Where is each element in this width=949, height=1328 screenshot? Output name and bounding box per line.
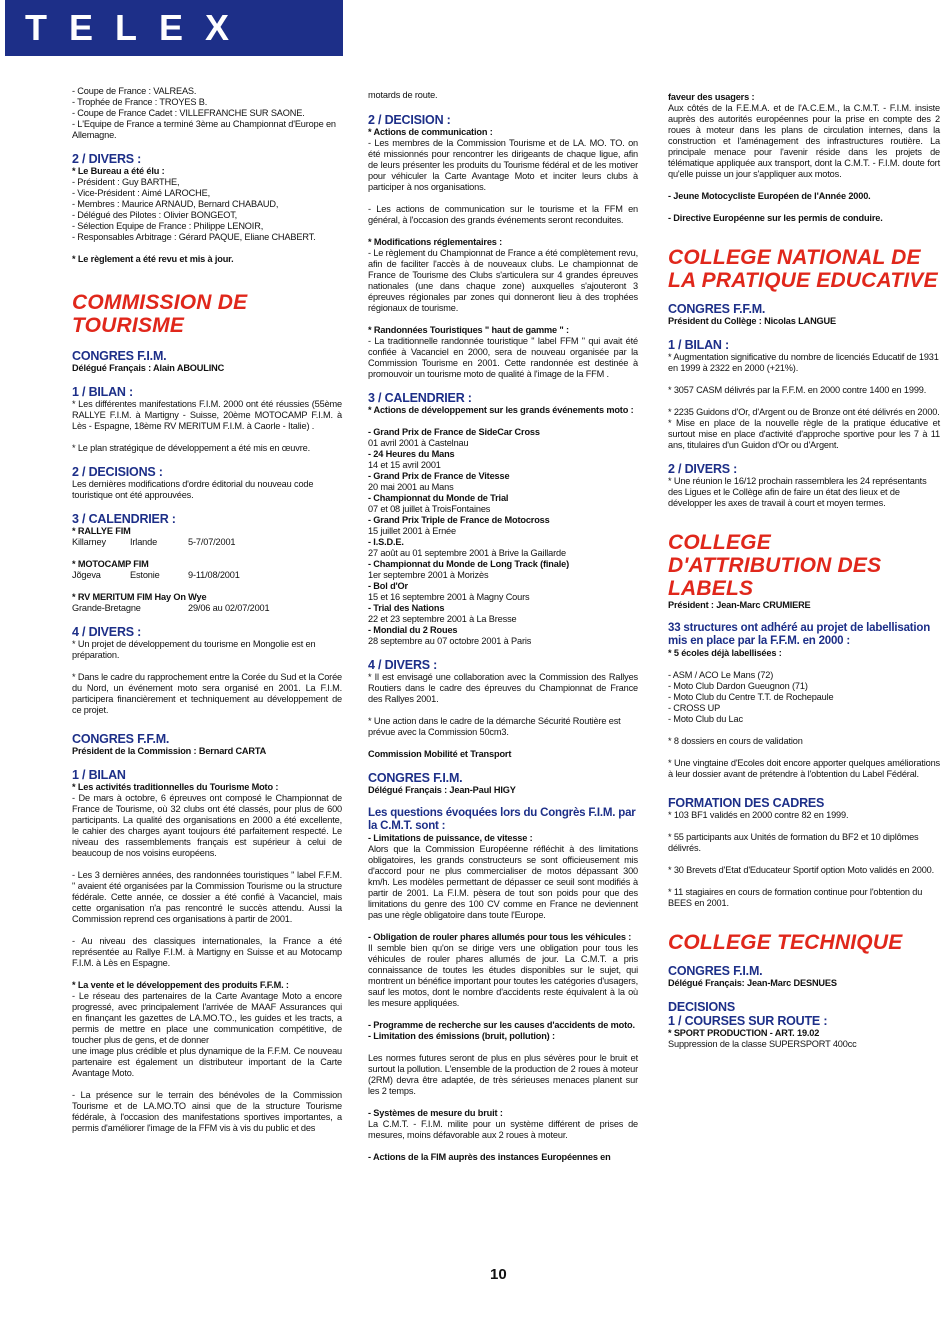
systemes-text: La C.M.T. - F.I.M. milite pour un système différent de prises de mesures, moins défavorable aux 2 roues à moteur. [368,1119,638,1140]
congres-fim-heading-2: CONGRES F.I.M. [368,771,463,785]
event-name: - Bol d'Or [368,581,408,591]
bureau-label: * Le Bureau a été élu : [72,166,165,176]
motocamp-label: * MOTOCAMP FIM [72,559,149,569]
bilan-heading: 1 / BILAN : [72,385,133,399]
formation-text-4: * 11 stagiaires en cours de formation continue pour l'obtention du BEES en 2001. [668,887,923,908]
presence-text: - La présence sur le terrain des bénévoles de la Commission Tourisme et de LA.MO.TO ainsi que de la structure Tourisme fédérale, à l'occasion des manifestations sportives importantes, a permis d'améliorer l'image de la FFM vis à vis du public et des [72,1090,342,1133]
event-info: 28 septembre au 07 octobre 2001 à Paris [368,636,532,646]
event-info: 15 juillet 2001 à Ernée [368,526,456,536]
president-college-label: Président du Collège : Nicolas LANGUE [668,316,837,326]
event-info: 22 et 23 septembre 2001 à La Bresse [368,614,517,624]
divers-heading: 2 / DIVERS : [72,152,142,166]
bilan-heading-3: 1 / BILAN : [668,338,729,352]
formation-heading: FORMATION DES CADRES [668,796,825,810]
delegue-label-3: Délégué Français: Jean-Marc DESNUES [668,978,837,988]
directive-label: - Directive Européenne sur les permis de conduire. [668,213,883,223]
programme-label: - Programme de recherche sur les causes d'accidents de moto. - Limitation des émissions (bruit, pollution) : [368,1020,635,1041]
bilan-text-3-1: * Augmentation significative du nombre de licenciés Educatif de 1931 en 1999 à 2322 en 2000 (+21%). [668,352,939,373]
event-name: - Championnat du Monde de Long Track (finale) [368,559,569,569]
telex-header: TELEX [5,0,343,56]
vente-text: - Le réseau des partenaires de la Carte Avantage Moto a encore progressé, avec principalement l'arrivée de MAAF Assurances qui en finançant les gazettes de LA.MO.TO., les guides et les tracts, a permis de mettre en place une communication compétitive, de toucher plus de gens, et de donner une image plus crédible et plus dynamique de la F.F.M. Ce nouveau partenaire est également un distributeur important de la Carte Avantage Moto. [72,991,342,1078]
congres-ffm-heading-3: CONGRES F.F.M. [668,302,766,316]
classiques-text: - Au niveau des classiques internationales, la France a été représentée au Rallye F.I.M. à Martigny en Suisse et au Motocamp F.I.M. à Lès en Espagne. [72,936,342,968]
faveur-text: Aux côtés de la F.E.M.A. et de l'A.C.E.M., la C.M.T. - F.I.M. insiste auprès des autorités européennes pour la prise en compte des 2 roues à moteur dans les plans de circulation internes, dans la construction et l'aménagement des infrastructures routière. La principale menace pour l'avenir réside dans les projets de télématique appliquée aux transport, dont la C.M.T. - F.I.M. doute fort qu'elle puisse un jour s'appliquer aux motos. [668,103,940,179]
column-1 [72,86,342,1134]
column-3 [668,92,940,1050]
bilan-text-2: * Le plan stratégique de développement a été mis en œuvre. [72,443,310,453]
congres-fim-heading-3: CONGRES F.I.M. [668,964,763,978]
rv-row: Grande-Bretagne 29/06 au 02/07/2001 [72,603,270,613]
phares-label: - Obligation de rouler phares allumés pour tous les véhicules : [368,932,632,942]
event-name: - Grand Prix de France de Vitesse [368,471,510,481]
decision-heading: 2 / DECISION : [368,113,451,127]
rando-text: - La traditionnelle randonnée touristique " label FFM " qui avait été confiée à Vacanciel en 2000, sera de nouveau organisée par la Commission Tourisme en 2001. Cette randonnée est destinée à promouvoir un tourisme moto de qualité à l'image de la FFM . [368,336,638,379]
formation-text-3: * 30 Brevets d'Etat d'Educateur Sportif option Moto validés en 2000. [668,865,935,875]
normes-text: Les normes futures seront de plus en plus sévères pour le bruit et surtout la pollution. L'ensemble de la production de 2 roues à moteur (2RM) devra être adaptée, de très sérieuses menaces planent sur les 2 temps. [368,1053,638,1096]
courses-heading: 1 / COURSES SUR ROUTE : [668,1014,828,1028]
systemes-label: - Systèmes de mesure du bruit : [368,1108,503,1118]
bilan-text-3-2: * 3057 CASM délivrés par la F.F.M. en 2000 contre 1400 en 1999. [668,385,927,395]
bilan-text-3-3: * 2235 Guidons d'Or, d'Argent ou de Bronze ont été délivrés en 2000. [668,407,940,417]
actions-text-2: - Les actions de communication sur le tourisme et la FFM en général, à l'occasion des grands événements seront reconduites. [368,204,638,225]
event-info: 20 mai 2001 au Mans [368,482,454,492]
congres-fim-heading: CONGRES F.I.M. [72,349,167,363]
limit-text: Alors que la Commission Européenne réfléchit à des limitations obligatoires, les grands constructeurs se sont officieusement mis d'accord pour ne plus commercialiser de motos dépassant 300 km/h. Les modèles permettant de dépasser ce seuil sont modifiés à partir de 2001. La F.I.M. pèsera de tout son poids pour que des limitations du genre des 100 CV comme en France ne deviennent pas une règle obligatoire dans toute l'Europe. [368,844,638,920]
divers4-text-2: * Dans le cadre du rapprochement entre la Corée du Sud et la Corée du Nord, un événement moto sera organisé en 2001. La F.I.M. participera financièrement et techniquement au développement de ce projet. [72,672,342,715]
event-info: 14 et 15 avril 2001 [368,460,441,470]
event-info: 01 avril 2001 à Castelnau [368,438,469,448]
rallye-row: Killarney Irlande 5-7/07/2001 [72,537,236,547]
decisions-heading: 2 / DECISIONS : [72,465,163,479]
calendrier-heading-2: 3 / CALENDRIER : [368,391,472,405]
mobilite-label: Commission Mobilité et Transport [368,749,512,759]
commission-tourisme-title: COMMISSION DE TOURISME [72,291,248,337]
cal-label: * Actions de développement sur les grands événements moto : [368,405,634,415]
event-info: 15 et 16 septembre 2001 à Magny Cours [368,592,530,602]
randonnees-text: - Les 3 dernières années, des randonnées touristiques " label F.F.M. " avaient été organisées par la Commission Tourisme ou la structure fédérale. Cette année, ce dossier a été confié à Vacanciel, mais cette organisation n'a pas rencontré le succès attendu. Aussi la Commission reprend ces organisations à partir de 2001. [72,870,342,924]
rando-label: * Randonnées Touristiques " haut de gamme " : [368,325,569,335]
president-labels-label: Président : Jean-Marc CRUMIERE [668,600,811,610]
activites-label: * Les activités traditionnelles du Tourisme Moto : [72,782,279,792]
delegue-label-2: Délégué Français : Jean-Paul HIGY [368,785,516,795]
motards-text: motards de route. [368,90,438,100]
jeune-label: - Jeune Motocycliste Européen de l'Année 2000. [668,191,871,201]
structures-heading: 33 structures ont adhéré au projet de labellisation mis en place par la F.F.M. en 2000 : [668,622,931,647]
bilan-heading-2: 1 / BILAN [72,768,126,782]
modif-label: * Modifications réglementaires : [368,237,503,247]
actions-text-1: - Les membres de la Commission Tourisme et de LA. MO. TO. on été missionnés pour rencontrer les dirigeants de chaque ligue, afin de leurs présenter les produits du Tourisme fédéral et de les motiver pour véhiculer la Carte Avantage Moto et inciter leurs clubs à participer à nos organisations. [368,138,638,192]
delegue-label: Délégué Français : Alain ABOULINC [72,363,225,373]
sport-label: * SPORT PRODUCTION - ART. 19.02 [668,1028,820,1038]
actions-label: * Actions de communication : [368,127,493,137]
modif-text: - Le règlement du Championnat de France a été complètement revu, afin de faciliter l'accès à de nouveaux clubs. Le championnat de France de Tourisme des Clubs s'articulera sur 4 grandes épreuves nationales (une dans chaque zone) auxquelles s'ajouteront 3 épreuves régionales par zones qui donneront lieu à des trophées régionaux de tourisme. [368,248,638,313]
event-list [368,427,638,647]
rv-label: * RV MERITUM FIM Hay On Wye [72,592,207,602]
vente-label: * La vente et le développement des produits F.F.M. : [72,980,289,990]
faveur-label: faveur des usagers : [668,92,755,102]
divers-text-2: * Une action dans le cadre de la démarche Sécurité Routière est prévue avec la Commission 50cm3. [368,716,621,737]
congres-ffm-heading: CONGRES F.F.M. [72,732,170,746]
college-technique-title: COLLEGE TECHNIQUE [668,931,903,954]
rallye-label: * RALLYE FIM [72,526,131,536]
formation-text-2: * 55 participants aux Unités de formation du BF2 et 10 diplômes délivrés. [668,832,919,853]
ecoles-list: - ASM / ACO Le Mans (72) - Moto Club Dardon Gueugnon (71) - Moto Club du Centre T.T. de Rochepaule - CROSS UP - Moto Club du Lac [668,670,834,724]
reglement-note: * Le règlement a été revu et mis à jour. [72,254,234,264]
divers-heading-2: 4 / DIVERS : [368,658,438,672]
bilan-text-3-4: * Mise en place de la nouvelle règle de la pratique éducative et surtout mise en place d'activité d'approche sportive pour les 7 à 11 ans, titulaires d'un Guidon d'Or ou d'Argent. [668,418,940,450]
activites-text: - De mars à octobre, 6 épreuves ont composé le Championnat de France de Tourisme, où 32 clubs ont été classés, pour plus de 600 participants. La qualité des organisations en 2000 a été excellente, le cahier des charges ayant toujours été parfaitement respecté. Le niveau des rassemblements français est supérieur à celui de beaucoup de nos voisins européens. [72,793,342,858]
phares-text: Il semble bien qu'on se dirige vers une obligation pour tous les véhicules de rouler phares allumés de jour. La C.M.T. a pris connaissance de toutes les études disponibles sur le sujet, qui montrent un bénéfice important pour toutes les catégories d'usagers, sauf les motos, dont le nombre d'accidents reste équivalent à la où les mesure appliquées. [368,943,638,1008]
divers4-heading: 4 / DIVERS : [72,625,142,639]
event-name: - I.S.D.E. [368,537,404,547]
president-label: Président de la Commission : Bernard CARTA [72,746,267,756]
decisions-heading-3: DECISIONS [668,1000,735,1014]
event-info: 27 août au 01 septembre 2001 à Brive la Gaillarde [368,548,566,558]
event-name: - Grand Prix Triple de France de Motocross [368,515,550,525]
divers-text-1: * Il est envisagé une collaboration avec la Commission des Rallyes Routiers dans le cadre des épreuves du Championnat de France des Rallyes 2001. [368,672,638,704]
motocamp-row: Jõgeva Estonie 9-11/08/2001 [72,570,240,580]
limit-label: - Limitations de puissance, de vitesse : [368,833,533,843]
college-pratique-title: COLLEGE NATIONAL DE LA PRATIQUE EDUCATIVE [668,246,938,292]
divers-heading-3: 2 / DIVERS : [668,462,738,476]
formation-text-1: * 103 BF1 validés en 2000 contre 82 en 1999. [668,810,849,820]
event-name: - 24 Heures du Mans [368,449,455,459]
college-labels-title: COLLEGE D'ATTRIBUTION DES LABELS [668,531,882,600]
bilan-text-1: * Les différentes manifestations F.I.M. 2000 ont été réussies (55ème RALLYE F.I.M. à Martigny - Suisse, 20ème MOTOCAMP F.I.M. à Lès - Espagne, 18ème RV MERITUM F.I.M. à Caorle - Italie) . [72,399,342,431]
vingtaine-text: * Une vingtaine d'Ecoles doit encore apporter quelques améliorations à leur dossier avant de prétendre à l'obtention du Label Fédéral. [668,758,940,779]
bureau-list: - Président : Guy BARTHE, - Vice-Président : Aimé LAROCHE, - Membres : Maurice ARNAUD, Bernard CHABAUD, - Délégué des Pilotes : Olivier BONGEOT, - Sélection Equipe de France : Philippe LENOIR, - Responsables Arbitrage : Gérard PAQUE, Eliane CHABERT. [72,177,316,242]
sport-text: Suppression de la classe SUPERSPORT 400cc [668,1039,857,1049]
page-number: 10 [490,1266,507,1283]
event-name: - Grand Prix de France de SideCar Cross [368,427,540,437]
event-name: - Mondial du 2 Roues [368,625,458,635]
actions-fim-label: - Actions de la FIM auprès des instances Européennes en [368,1152,611,1162]
calendrier-heading: 3 / CALENDRIER : [72,512,176,526]
intro-list: - Coupe de France : VALREAS. - Trophée de France : TROYES B. - Coupe de France Cadet : VILLEFRANCHE SUR SAONE. - L'Equipe de France a terminé 3ème au Championnat d'Europe en Allemagne. [72,86,336,140]
event-info: 07 et 08 juillet à TroisFontaines [368,504,491,514]
questions-heading: Les questions évoquées lors du Congrès F.I.M. par la C.M.T. sont : [368,807,636,832]
dossiers-text: * 8 dossiers en cours de validation [668,736,803,746]
event-info: 1er septembre 2001 à Morizès [368,570,489,580]
column-2 [368,90,638,1163]
divers4-text-1: * Un projet de développement du tourisme en Mongolie est en préparation. [72,639,316,660]
event-name: - Trial des Nations [368,603,445,613]
ecoles-label: * 5 écoles déjà labellisées : [668,648,782,658]
decisions-text: Les dernières modifications d'ordre éditorial du nouveau code touristique ont été approuvées. [72,479,314,500]
divers-text-3: * Une réunion le 16/12 prochain rassemblera les 24 représentants des Ligues et le Collège afin de faire un état des lieux et de développer les axes de travail à court et moyen termes. [668,476,927,508]
event-name: - Championnat du Monde de Trial [368,493,509,503]
